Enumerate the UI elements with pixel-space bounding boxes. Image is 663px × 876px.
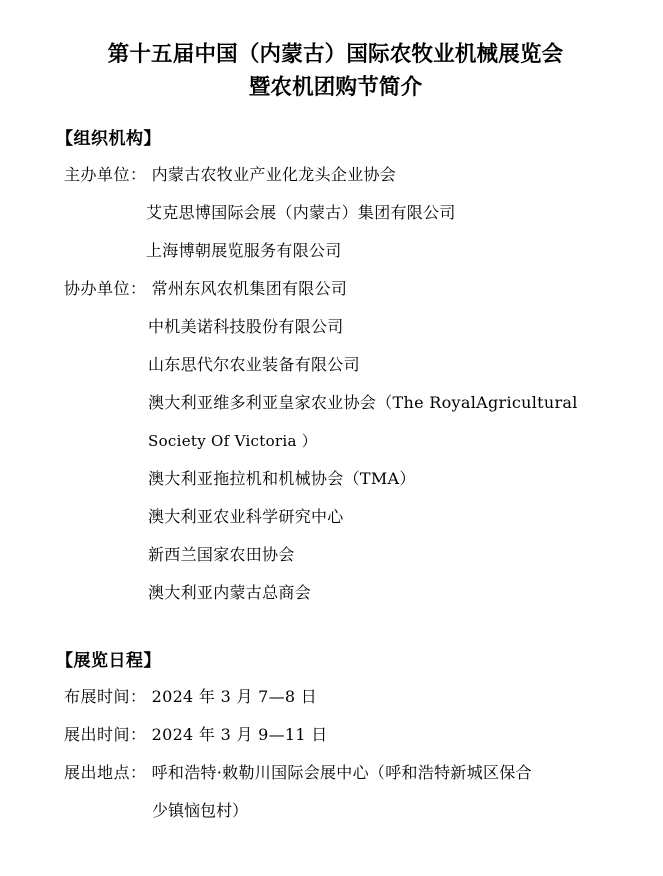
co-organizer-item: 新西兰国家农田协会 [148,545,295,564]
exhibition-time-row [56,716,615,754]
setup-time-row [56,678,615,716]
host-unit-item: 上海博朝展览服务有限公司 [146,241,342,260]
co-organizer-item: 中机美诺科技股份有限公司 [148,317,344,336]
page-title-line-1: 第十五届中国（内蒙古）国际农牧业机械展览会 [107,42,564,66]
host-unit-item: 内蒙古农牧业产业化龙头企业协会 [151,165,397,184]
exhibition-time-label: 展出时间： [64,725,147,744]
host-unit-item-row [56,232,615,270]
venue-value: 呼和浩特·敕勒川国际会展中心（呼和浩特新城区保合 [151,763,532,782]
host-unit-item: 艾克思博国际会展（内蒙古）集团有限公司 [146,203,456,222]
co-organizer-item-row [56,346,615,384]
co-organizer-item-row [56,460,615,498]
schedule-block [56,678,615,830]
co-organizer-item: 澳大利亚内蒙古总商会 [148,583,312,602]
co-organizer-units-row [56,270,615,308]
co-organizer-item-row-continued: Society Of Victoria ） [148,432,318,450]
venue-value-continued: 少镇恼包村） [152,801,249,820]
setup-time-value: 2024 年 3 月 7—8 日 [151,687,318,706]
co-organizer-item: 澳大利亚拖拉机和机械协会（TMA） [148,469,416,488]
co-organizer-item-row [56,308,615,346]
page-title-line-2: 暨农机团购节简介 [248,75,423,99]
venue-row [56,754,615,792]
section-heading-organizers: 【组织机构】 [56,129,161,148]
co-organizer-item-row [56,498,615,536]
page-title [56,38,615,104]
co-organizer-item-row: 澳大利亚维多利亚皇家农业协会（The RoyalAgricultural [148,393,578,412]
host-units-label: 主办单位： [64,165,147,184]
section-heading-schedule: 【展览日程】 [56,651,161,670]
exhibition-time-value: 2024 年 3 月 9—11 日 [151,725,328,744]
co-organizer-item-row [56,536,615,574]
host-units-row [56,156,615,194]
co-organizer-item: 常州东风农机集团有限公司 [151,279,348,298]
co-organizer-units-label: 协办单位： [64,279,147,298]
co-organizer-item: 澳大利亚农业科学研究中心 [148,507,344,526]
co-organizer-item-row [56,574,615,612]
venue-label: 展出地点： [64,763,147,782]
host-unit-item-row [56,194,615,232]
setup-time-label: 布展时间： [64,687,147,706]
organizers-block [56,156,615,612]
co-organizer-item: 山东思代尔农业装备有限公司 [148,355,360,374]
